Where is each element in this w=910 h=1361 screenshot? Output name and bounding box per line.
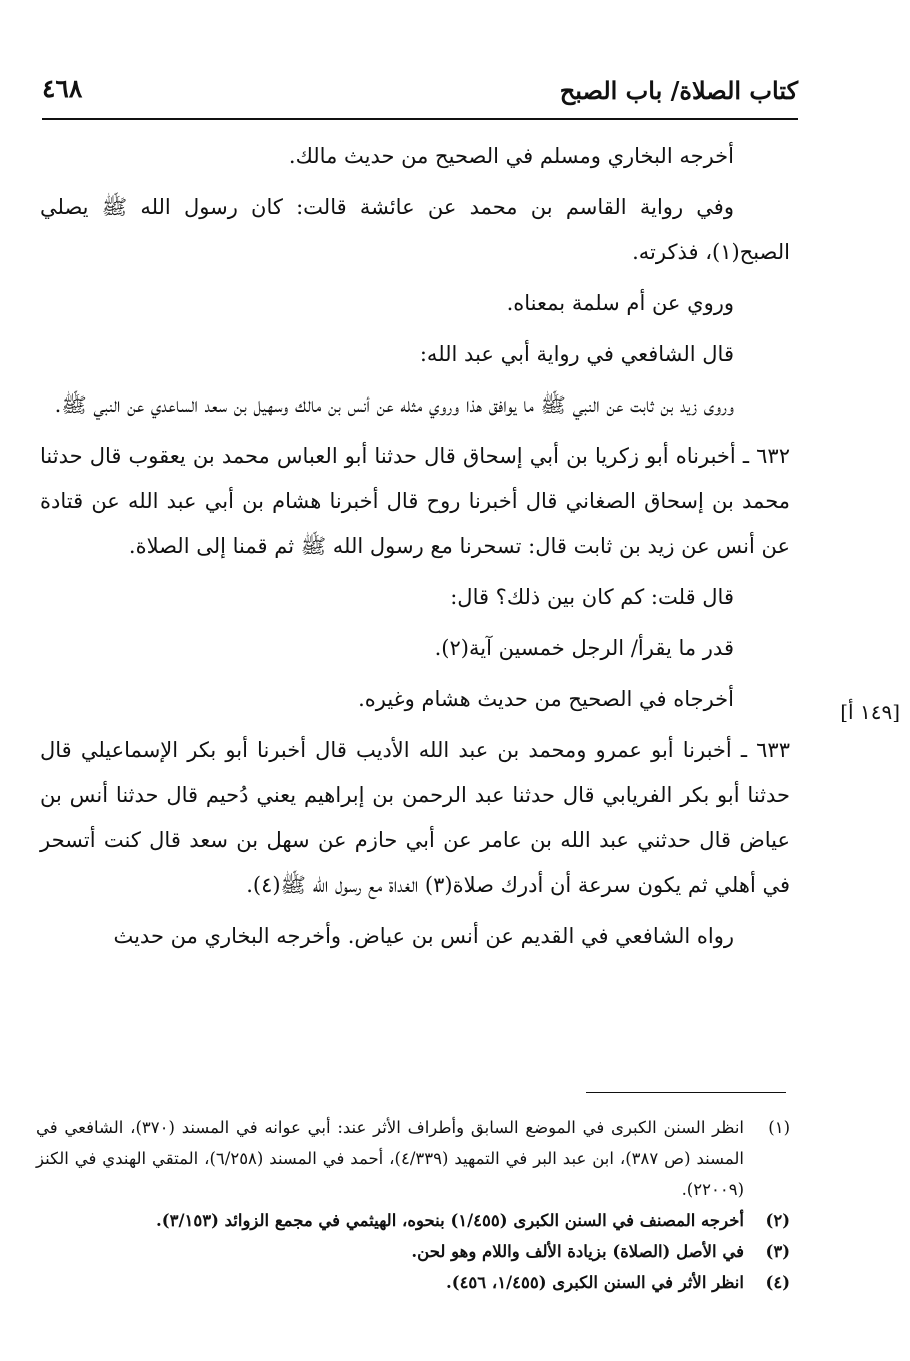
hadith-633: ٦٣٣ ـ أخبرنا أبو عمرو ومحمد بن عبد الله الأديب قال أخبرنا أبو بكر الإسماعيلي قال حدثنا أبو بكر الفريابي قال حدثنا عبد الرحمن بن إبراهيم يعني دُحيم قال حدثنا أنس بن عياض قال حدثني عبد الله بن عامر عن أبي حازم عن سهل بن سعد قال كنت أتسحر في أهلي ثم يكون سرعة أن أدرك صلاة(٣) الغداة مع رسول الله ﷺ(٤). (40, 738, 790, 897)
footnote-divider (586, 1092, 786, 1093)
paragraph: وروي عن أم سلمة بمعناه. (506, 291, 734, 315)
footnote (36, 1267, 790, 1298)
page-header (42, 72, 798, 120)
paragraph: قال الشافعي في رواية أبي عبد الله: (419, 342, 734, 366)
hadith-632: ٦٣٢ ـ أخبرناه أبو زكريا بن أبي إسحاق قال حدثنا أبو العباس محمد بن يعقوب قال حدثنا محمد بن إسحاق الصغاني قال أخبرنا روح قال أخبرنا هشام بن أبي عبد الله عن قتادة عن أنس عن زيد بن ثابت قال: تسحرنا مع رسول الله ﷺ ثم قمنا إلى الصلاة. (40, 444, 790, 558)
footnote-number: (٢) (765, 1211, 790, 1230)
footnote (36, 1205, 790, 1236)
footnotes (36, 1112, 790, 1298)
footnote-text: انظر السنن الكبرى في الموضع السابق وأطراف الأثر عند: أبي عوانه في المسند (٣٧٠)، الشافعي في المسند (ص ٣٨٧)، ابن عبد البر في التمهيد (٤/٣٣٩)، أحمد في المسند (٦/٢٥٨)، المتقي الهندي في الكنز (٢٢٠٠٩). (36, 1118, 744, 1199)
paragraph: أخرجاه في الصحيح من حديث هشام وغيره. (358, 687, 734, 711)
paragraph: قدر ما يقرأ/ الرجل خمسين آية(٢). (434, 636, 734, 660)
paragraph: أخرجه البخاري ومسلم في الصحيح من حديث مالك. (288, 144, 734, 168)
footnote (36, 1112, 790, 1205)
footnote-number: (١) (768, 1118, 790, 1137)
manuscript-folio-marker: [١٤٩ أ] (840, 700, 900, 724)
paragraph: وروى زيد بن ثابت عن النبي ﷺ ما يوافق هذا وروي مثله عن أنس بن مالك وسهيل بن سعد الساعدي عن النبي ﷺ. (54, 393, 734, 417)
paragraph: رواه الشافعي في القديم عن أنس بن عياض. وأخرجه البخاري من حديث (113, 924, 734, 948)
footnote-text: أخرجه المصنف في السنن الكبرى (١/٤٥٥) بنحوه، الهيثمي في مجمع الزوائد (٣/١٥٣). (156, 1211, 744, 1230)
main-text (40, 134, 790, 965)
footnote-text: في الأصل (الصلاة) بزيادة الألف واللام وهو لحن. (411, 1242, 744, 1261)
footnote-text: انظر الأثر في السنن الكبرى (١/٤٥٥، ٤٥٦). (446, 1273, 744, 1292)
paragraph: قال قلت: كم كان بين ذلك؟ قال: (450, 585, 734, 609)
footnote-number: (٣) (765, 1242, 790, 1261)
page-number: ٤٦٨ (42, 74, 83, 103)
running-title: كتاب الصلاة/ باب الصبح (559, 76, 798, 105)
paragraph: وفي رواية القاسم بن محمد عن عائشة قالت: كان رسول الله ﷺ يصلي الصبح(١)، فذكرته. (40, 195, 790, 264)
footnote (36, 1236, 790, 1267)
footnote-number: (٤) (765, 1273, 790, 1292)
